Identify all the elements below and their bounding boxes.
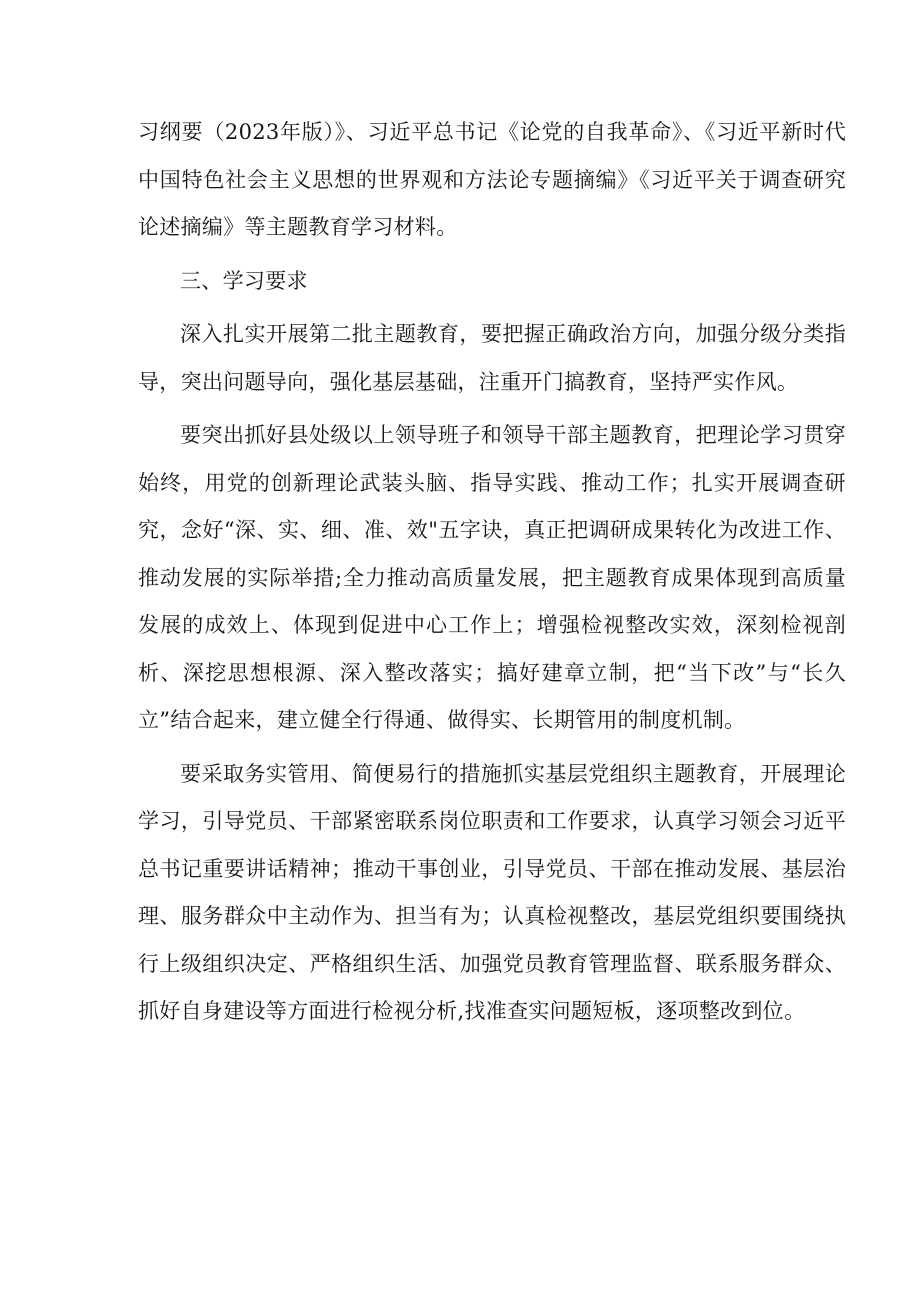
continuation-paragraph: 习纲要（2023年版）》、习近平总书记《论党的自我革命》、《习近平新时代中国特色社会主义思想的世界观和方法论专题摘编》《习近平关于调查研究论述摘编》等主题教育学习材料。 xyxy=(138,120,846,239)
paragraph-leadership-education: 要突出抓好县处级以上领导班子和领导干部主题教育，把理论学习贯穿始终，用党的创新理论武装头脑、指导实践、推动工作；扎实开展调查研究，念好“深、实、细、准、效"五字诀，真正把调研成果转化为改进工作、推动发展的实际举措;全力推动高质量发展，把主题教育成果体现到高质量发展的成效上、体现到促进中心工作上；增强检视整改实效，深刻检视剖析、深挖思想根源、深入整改落实；搞好建章立制，把“当下改”与“长久立”结合起来，建立健全行得通、做得实、长期管用的制度机制。 xyxy=(138,423,846,732)
document-body xyxy=(138,109,846,1036)
section-heading: 三、学习要求 xyxy=(180,268,308,293)
paragraph-grassroots-education: 要采取务实管用、简便易行的措施抓实基层党组织主题教育，开展理论学习，引导党员、干部紧密联系岗位职责和工作要求，认真学习领会习近平总书记重要讲话精神；推动干事创业，引导党员、干部在推动发展、基层治理、服务群众中主动作为、担当有为；认真检视整改，基层党组织要围绕执行上级组织决定、严格组织生活、加强党员教育管理监督、联系服务群众、抓好自身建设等方面进行检视分析,找准查实问题短板，逐项整改到位。 xyxy=(138,761,846,1023)
paragraph-political-direction: 深入扎实开展第二批主题教育，要把握正确政治方向，加强分级分类指导，突出问题导向，强化基层基础，注重开门搞教育，坚持严实作风。 xyxy=(138,322,846,394)
